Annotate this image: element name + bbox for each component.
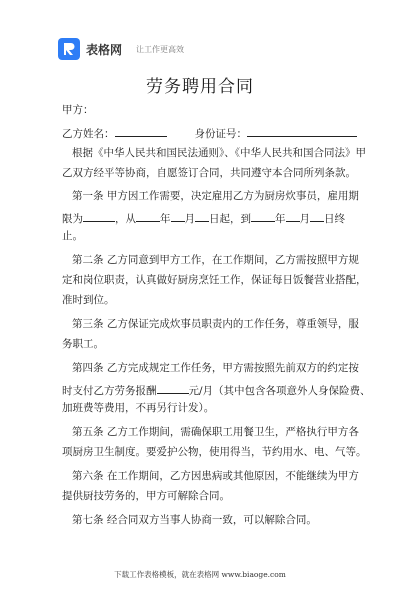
end-year-blank[interactable]	[251, 210, 275, 222]
document-title: 劳务聘用合同	[146, 77, 254, 97]
start-year-blank[interactable]	[136, 210, 160, 222]
article-6-line-1: 第六条 在工作期间，乙方因患病或其他原因，不能继续为甲方	[72, 470, 359, 482]
article-5-line-2: 项厨房卫生制度。要爱护公物，使用得当，节约用水、电、气等。	[62, 446, 367, 458]
article-2-line-2: 定和岗位职责，认真做好厨房烹饪工作，保证每日饭餐营业搭配，	[62, 274, 367, 286]
text-segment: 年	[160, 213, 171, 225]
page-footer: 下载工作表格模板，就在表格网 www.biaoge.com	[114, 570, 286, 579]
payment-blank[interactable]	[157, 382, 189, 394]
party-b-line	[62, 125, 342, 141]
brand-name: 表格网	[86, 42, 123, 57]
article-6-line-2: 提供厨技劳务的，甲方可解除合同。	[62, 490, 230, 502]
article-2-line-1: 第二条 乙方同意到甲方工作，在工作期间，乙方需按照甲方规	[72, 254, 359, 266]
term-blank[interactable]	[83, 210, 115, 222]
start-month-blank[interactable]	[171, 210, 185, 222]
brand-slogan: 让工作更高效	[136, 44, 185, 54]
biaoge-logo-icon	[58, 38, 80, 60]
article-1-line-2	[62, 210, 345, 226]
id-number-blank[interactable]	[247, 125, 357, 137]
article-3-line-1: 第三条 乙方保证完成炊事员职责内的工作任务，尊重领导，服	[72, 318, 359, 330]
article-4-line-2	[62, 382, 371, 398]
article-7-line-1: 第七条 经合同双方当事人协商一致，可以解除合同。	[72, 514, 317, 526]
end-month-blank[interactable]	[286, 210, 300, 222]
article-2-line-3: 准时到位。	[62, 294, 115, 306]
party-a-line	[62, 104, 342, 117]
end-day-blank[interactable]	[310, 210, 324, 222]
id-number-label: 身份证号：	[194, 128, 247, 140]
article-5-line-1: 第五条 乙方工作期间，需确保职工用餐卫生，严格执行甲方各	[72, 426, 359, 438]
text-segment: 时支付乙方劳务报酬	[62, 385, 157, 397]
article-1-line-1: 第一条 甲方因工作需要，决定雇用乙方为厨房炊事员，雇用期	[72, 190, 359, 202]
text-segment: 年	[275, 213, 286, 225]
start-day-blank[interactable]	[195, 210, 209, 222]
intro-line-2: 乙双方经平等协商，自愿签订合同，共同遵守本合同所列条款。	[62, 167, 356, 179]
article-3-line-2: 务职工。	[62, 338, 104, 350]
text-segment: 元/月（其中包含各项意外人身保险费、	[188, 385, 371, 397]
site-header	[58, 38, 184, 60]
article-4-line-3: 加班费等费用，不再另行计发）。	[62, 402, 215, 414]
article-4-line-1: 第四条 乙方完成规定工作任务，甲方需按照先前双方的约定按	[72, 362, 359, 374]
party-b-name-label: 乙方姓名：	[62, 128, 115, 140]
text-segment: 月	[184, 213, 195, 225]
text-segment: 限为	[62, 213, 83, 225]
text-segment: ，从	[115, 213, 136, 225]
article-1-line-3: 止。	[62, 230, 83, 242]
text-segment: 月	[299, 213, 310, 225]
party-a-label: 甲方：	[62, 104, 94, 116]
text-segment: 日终	[324, 213, 345, 225]
intro-line-1: 根据《中华人民共和国民法通则》、《中华人民共和国合同法》甲	[72, 147, 366, 159]
name-blank[interactable]	[115, 125, 167, 137]
text-segment: 日起，到	[209, 213, 251, 225]
